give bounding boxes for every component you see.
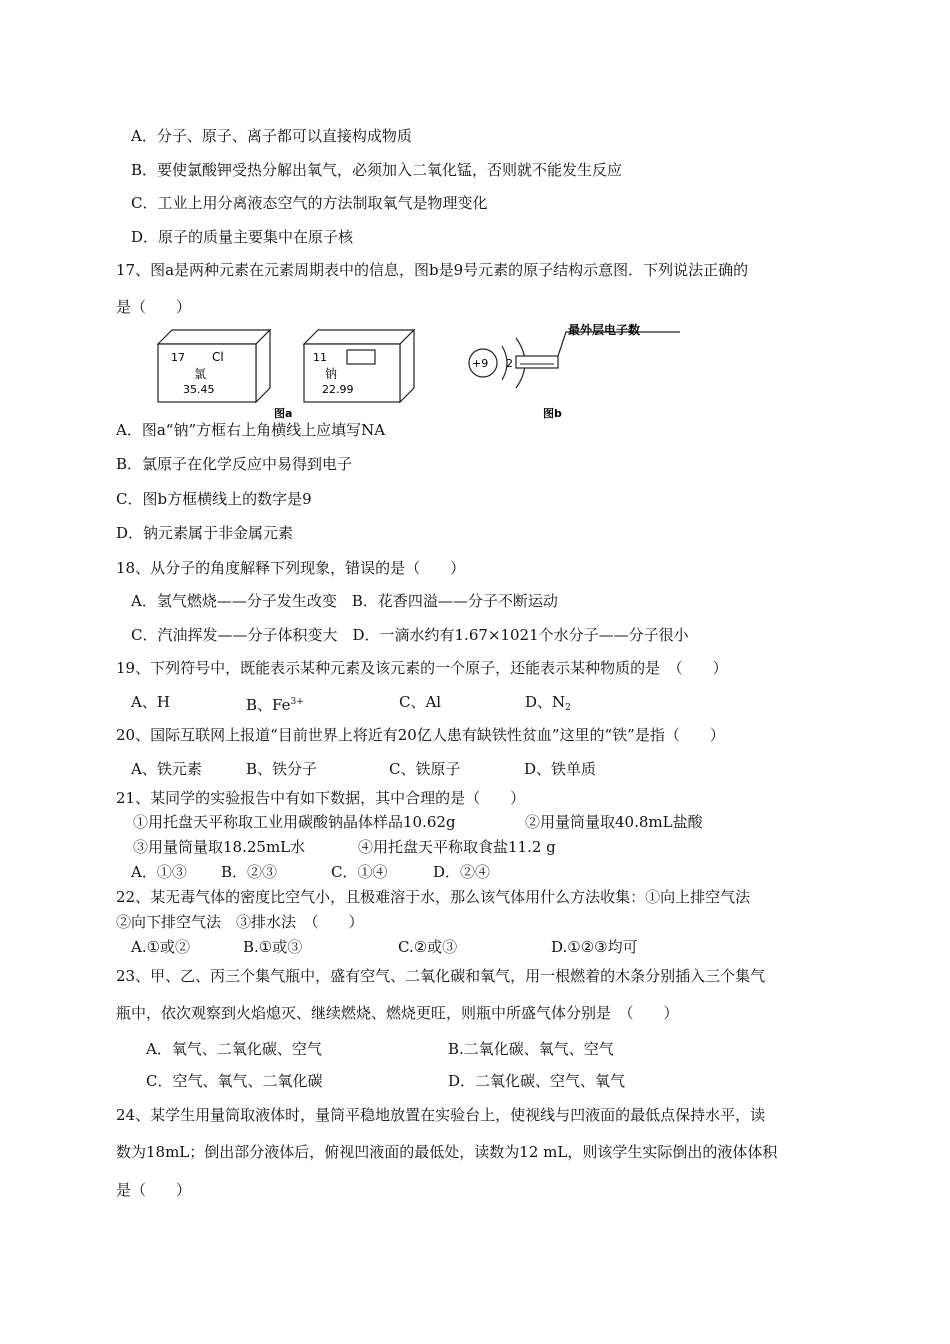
q21-item-3: ③用量筒量取18.25mL水 <box>133 838 306 856</box>
cl-atomic-mass: 35.45 <box>183 383 215 396</box>
inner-shell-electrons: 2 <box>506 357 513 370</box>
q20-option-b: B、铁分子 <box>246 760 318 778</box>
q23-option-d: D．二氧化碳、空气、氧气 <box>448 1072 626 1090</box>
q22-option-c: C.②或③ <box>398 938 458 956</box>
q16-option-c: C．工业上用分离液态空气的方法制取氧气是物理变化 <box>131 194 488 212</box>
na-symbol-blank-box <box>347 350 375 364</box>
q16-option-d: D．原子的质量主要集中在原子核 <box>131 228 354 246</box>
q16-option-b: B．要使氯酸钾受热分解出氧气，必须加入二氧化锰，否则就不能发生反应 <box>131 161 623 179</box>
figure-b-label: 图b <box>543 407 562 420</box>
q20-option-c: C、铁原子 <box>389 760 461 778</box>
q20-stem: 20、国际互联网上报道“目前世界上将近有20亿人患有缺铁性贫血”这里的“铁”是指（ ） <box>116 726 725 744</box>
q21-option-d: D．②④ <box>433 863 491 881</box>
q22-stem-line2: ②向下排空气法 ③排水法 （ ） <box>116 913 364 931</box>
q17-figure <box>150 322 710 422</box>
q21-option-a: A．①③ <box>131 863 187 881</box>
q17-stem-line1: 17、图a是两种元素在元素周期表中的信息，图b是9号元素的原子结构示意图．下列说法正确的 <box>116 261 749 279</box>
sodium-element-card <box>304 330 414 402</box>
q16-option-a: A．分子、原子、离子都可以直接构成物质 <box>131 127 412 145</box>
q21-stem: 21、某同学的实验报告中有如下数据，其中合理的是（ ） <box>116 789 526 807</box>
q19-option-d: D、$N_2$ <box>525 693 571 713</box>
chlorine-element-card <box>158 330 270 402</box>
q24-stem-line3: 是（ ） <box>116 1181 192 1199</box>
q18-options-line2: C．汽油挥发——分子体积变大 D．一滴水约有1.67×1021个水分子——分子很小 <box>131 626 689 644</box>
outer-electrons-label: 最外层电子数 <box>568 323 641 337</box>
q19-option-c: C、Al <box>399 693 442 711</box>
na-atomic-number: 11 <box>313 351 327 364</box>
cl-symbol: Cl <box>212 350 224 364</box>
q23-option-c: C．空气、氧气、二氧化碳 <box>146 1072 323 1090</box>
q24-stem-line2: 数为18mL；倒出部分液体后，俯视凹液面的最低处，读数为12 mL，则该学生实际倒出的液体体积 <box>116 1143 778 1161</box>
q20-option-d: D、铁单质 <box>524 760 597 778</box>
q22-option-a: A.①或② <box>131 938 191 956</box>
cl-name: 氯 <box>194 367 207 381</box>
n2-subscript: 2 <box>565 703 571 713</box>
q19-option-b: B、$Fe^{3+}$ <box>246 696 304 714</box>
q17-option-d: D．钠元素属于非金属元素 <box>116 524 294 542</box>
q17-option-c: C．图b方框横线上的数字是9 <box>116 490 312 508</box>
q23-option-a: A．氧气、二氧化碳、空气 <box>146 1040 322 1058</box>
q18-stem: 18、从分子的角度解释下列现象，错误的是（ ） <box>116 559 466 577</box>
q17-stem-line2: 是（ ） <box>116 298 192 316</box>
q24-stem-line1: 24、某学生用量筒取液体时，量筒平稳地放置在实验台上，使视线与凹液面的最低点保持水平，读 <box>116 1106 766 1124</box>
fluorine-atom-diagram <box>469 322 680 388</box>
fe-charge-superscript: 3+ <box>290 697 304 707</box>
q23-stem-line2: 瓶中，依次观察到火焰熄灭、继续燃烧、燃烧更旺，则瓶中所盛气体分别是 （ ） <box>116 1004 679 1022</box>
q19-stem: 19、下列符号中，既能表示某种元素及该元素的一个原子，还能表示某种物质的是 （ ） <box>116 659 728 677</box>
q22-stem-line1: 22、某无毒气体的密度比空气小，且极难溶于水，那么该气体用什么方法收集：①向上排空气法 <box>116 888 751 906</box>
na-atomic-mass: 22.99 <box>322 383 354 396</box>
nucleus-charge: +9 <box>472 357 489 370</box>
q21-item-2: ②用量筒量取40.8mL盐酸 <box>525 813 703 831</box>
element-figure-svg <box>150 322 710 422</box>
q22-option-d: D.①②③均可 <box>551 938 638 956</box>
q21-option-b: B．②③ <box>221 863 278 881</box>
cl-atomic-number: 17 <box>171 351 185 364</box>
q19-option-a: A、H <box>131 693 170 711</box>
outer-shell-blank-box <box>516 356 558 368</box>
q23-option-b: B.二氧化碳、氧气、空气 <box>448 1040 614 1058</box>
q21-item-1: ①用托盘天平称取工业用碳酸钠晶体样品10.62g <box>133 813 456 831</box>
na-name: 钠 <box>325 367 338 381</box>
figure-a-label: 图a <box>274 407 293 420</box>
q17-option-b: B．氯原子在化学反应中易得到电子 <box>116 455 353 473</box>
q21-option-c: C．①④ <box>331 863 388 881</box>
q18-options-line1: A．氢气燃烧——分子发生改变 B．花香四溢——分子不断运动 <box>131 592 558 610</box>
q21-item-4: ④用托盘天平称取食盐11.2 g <box>358 838 556 856</box>
q20-option-a: A、铁元素 <box>131 760 202 778</box>
q17-option-a: A．图a“钠”方框右上角横线上应填写NA <box>116 421 386 439</box>
q22-option-b: B.①或③ <box>243 938 303 956</box>
q23-stem-line1: 23、甲、乙、丙三个集气瓶中，盛有空气、二氧化碳和氧气，用一根燃着的木条分别插入三个集气 <box>116 967 766 985</box>
